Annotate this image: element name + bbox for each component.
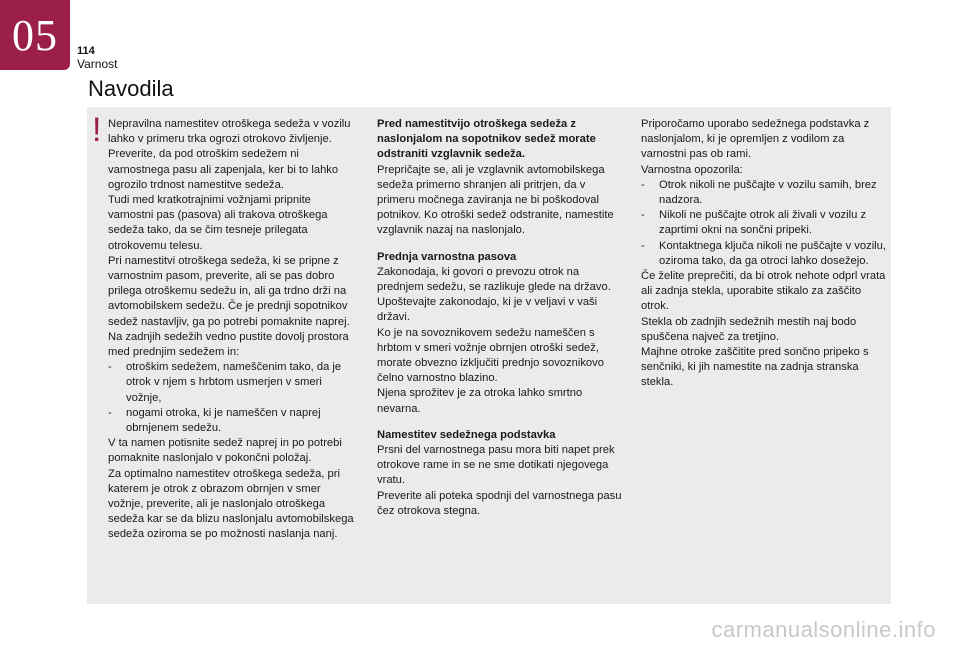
bullet-dash: - bbox=[641, 178, 645, 191]
paragraph: Tudi med kratkotrajnimi vožnjami pripnite varnostni pas (pasova) ali trakova otroškega sedeža tako, da se čim tesneje prilegata otrokovemu telesu. bbox=[108, 194, 328, 252]
list-item-text: Nikoli ne puščajte otrok ali živali v vozilu z zaprtimi okni na sončni pripeki. bbox=[659, 209, 867, 237]
paragraph: Prepričajte se, ali je vzglavnik avtomobilskega sedeža primerno shranjen ali pritrjen, da v primeru močnega zaviranja ne bi poškodoval potnikov. Ko otroški sedež odstranite, namestite vzglavnik nazaj na naslonjalo. bbox=[377, 163, 614, 237]
section-heading: Prednja varnostna pasova bbox=[377, 250, 517, 263]
paragraph: Varnostna opozorila: bbox=[641, 163, 743, 176]
paragraph: Ko je na sovoznikovem sedežu nameščen s hrbtom v smeri vožnje obrnjen otroški sedež, morate obvezno izključiti prednjo sovoznikovo čelno varnostno blazino. bbox=[377, 326, 604, 385]
paragraph: Njena sprožitev je za otroka lahko smrtno nevarna. bbox=[377, 387, 583, 415]
page-title: Navodila bbox=[88, 76, 174, 101]
list-item-text: Kontaktnega ključa nikoli ne puščajte v vozilu, oziroma tako, da ga otroci lahko dosežejo. bbox=[659, 239, 886, 267]
list-item bbox=[641, 208, 886, 238]
column-2 bbox=[377, 117, 622, 519]
bullet-dash: - bbox=[108, 406, 112, 419]
chapter-number: 05 bbox=[12, 10, 58, 60]
paragraph: Stekla ob zadnjih sedežnih mestih naj bodo spuščena največ za tretjino. bbox=[641, 315, 857, 343]
paragraph: Prsni del varnostnega pasu mora biti napet prek otrokove rame in se ne sme dotikati njegovega vratu. bbox=[377, 444, 615, 487]
list-item bbox=[108, 360, 358, 406]
list-item-text: nogami otroka, ki je nameščen v naprej obrnjenem sedežu. bbox=[126, 406, 321, 435]
page-number: 114 bbox=[77, 45, 95, 57]
section-heading: Pred namestitvijo otroškega sedeža z naslonjalom na sopotnikov sedež morate odstraniti vzglavnik sedeža. bbox=[377, 118, 596, 161]
paragraph: Nepravilna namestitev otroškega sedeža v vozilu lahko v primeru trka ogrozi otrokovo življenje. bbox=[108, 118, 351, 146]
paragraph: Zakonodaja, ki govori o prevozu otrok na prednjem sedežu, se razlikuje glede na državo. Upoštevajte zakonodajo, ki je v veljavi v vaši državi. bbox=[377, 265, 611, 324]
section-heading: Namestitev sedežnega podstavka bbox=[377, 428, 556, 441]
list-item bbox=[641, 239, 886, 269]
paragraph: Preverite ali poteka spodnji del varnostnega pasu čez otrokova stegna. bbox=[377, 489, 622, 517]
list-item-text: otroškim sedežem, nameščenim tako, da je otrok v njem s hrbtom usmerjen v smeri vožnje, bbox=[126, 361, 342, 404]
bullet-dash: - bbox=[108, 361, 112, 374]
list-item-text: Otrok nikoli ne puščajte v vozilu samih, brez nadzora. bbox=[659, 178, 877, 207]
chapter-tab bbox=[0, 0, 70, 70]
bullet-dash: - bbox=[641, 209, 645, 222]
paragraph: Preverite, da pod otroškim sedežem ni varnostnega pasu ali zapenjala, ker bi to lahko ogrozilo trdnost namestitve sedeža. bbox=[108, 148, 339, 191]
bullet-dash: - bbox=[641, 239, 645, 252]
paragraph: Za optimalno namestitev otroškega sedeža, pri katerem je otrok z obrazom obrnjen v smer vožnje, preverite, ali je naslonjalo otroškega sedeža kar se da blizu naslonjalu avtomobilskega sedeža oziroma se po možnosti naslanja nanj. bbox=[108, 467, 354, 541]
list-item bbox=[108, 406, 358, 436]
watermark: carmanualsonline.info bbox=[711, 617, 936, 642]
paragraph: Majhne otroke zaščitite pred sončno pripeko s senčniki, ki jih namestite na zadnja stranska stekla. bbox=[641, 346, 869, 389]
paragraph: V ta namen potisnite sedež naprej in po potrebi pomaknite naslonjalo v pokončni položaj. bbox=[108, 437, 342, 465]
paragraph: Priporočamo uporabo sedežnega podstavka z naslonjalom, ki je opremljen z vodilom za varnostni pas ob rami. bbox=[641, 118, 870, 161]
paragraph: Na zadnjih sedežih vedno pustite dovolj prostora med prednjim sedežem in: bbox=[108, 330, 349, 359]
paragraph: Če želite preprečiti, da bi otrok nehote odprl vrata ali zadnja stekla, uporabite stikalo za zaščito otrok. bbox=[641, 270, 886, 313]
column-3 bbox=[641, 117, 886, 391]
paragraph: Pri namestitvi otroškega sedeža, ki se pripne z varnostnim pasom, preverite, ali se pas dobro prilega otroškemu sedežu in, ali ga trdno drži na avtomobilskem sedežu. Če je prednji sopotnikov sedež nastavljiv, ga po potrebi pomaknite naprej. bbox=[108, 254, 350, 328]
column-1 bbox=[108, 117, 358, 543]
list-item bbox=[641, 178, 886, 208]
warning-icon: ! bbox=[92, 111, 102, 149]
section-name: Varnost bbox=[77, 57, 118, 71]
